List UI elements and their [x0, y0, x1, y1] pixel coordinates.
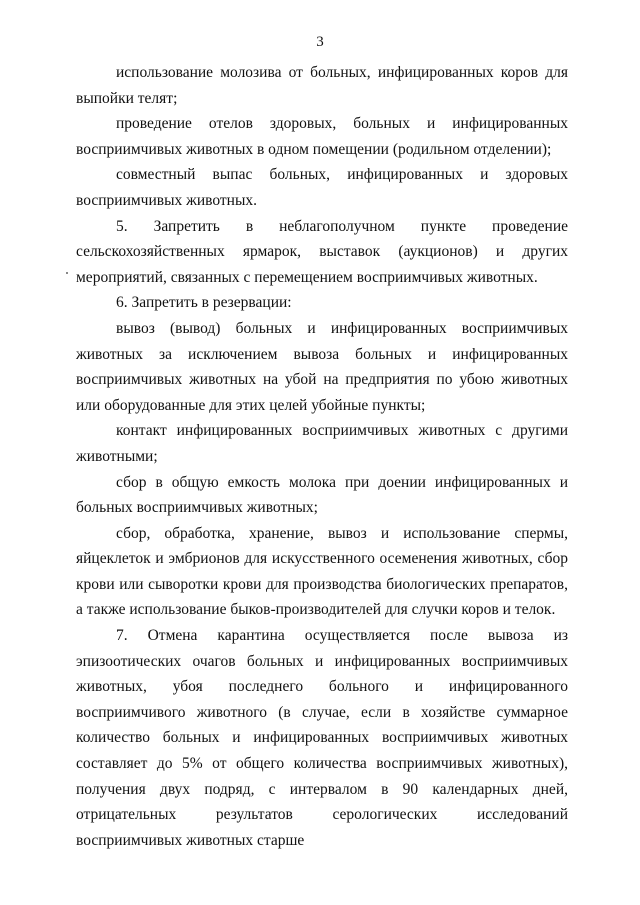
- paragraph-calving: проведение отелов здоровых, больных и инфицированных восприимчивых животных в одном помещении (родильном отделении);: [76, 115, 568, 158]
- paragraph-sperm: сбор, обработка, хранение, вывоз и использование спермы, яйцеклеток и эмбрионов для искусственного осеменения животных, сбор крови или сыворотки крови для производства биологических препаратов, а также использование быков-производителей для случки коров и телок.: [76, 524, 568, 619]
- paragraph-contact: контакт инфицированных восприимчивых животных с другими животными;: [76, 422, 568, 465]
- scan-speck: [66, 272, 68, 274]
- paragraph-milk: сбор в общую емкость молока при доении инфицированных и больных восприимчивых животных;: [76, 473, 568, 517]
- paragraph-item-7: 7. Отмена карантина осуществляется после вывоза из эпизоотических очагов больных и инфицированных восприимчивых животных, убоя последнего больного и инфицированного восприимчивого животного (в случае, если в хозяйстве суммарное количество больных и инфицированных восприимчивых животных составляет до 5% от общего количества восприимчивых животных), получения двух подряд, с интервалом в 90 календарных дней, отрицательных результатов серологических исследований восприимчивых животных старше: [76, 627, 568, 849]
- page-number: 3: [316, 34, 324, 50]
- document-body: [76, 60, 568, 853]
- paragraph-joint-grazing: совместный выпас больных, инфицированных и здоровых восприимчивых животных.: [76, 166, 568, 209]
- paragraph-item-6: 6. Запретить в резервации:: [116, 294, 292, 312]
- paragraph-item-5: 5. Запретить в неблагополучном пункте проведение сельскохозяйственных ярмарок, выставок (аукционов) и других мероприятий, связанных с перемещением восприимчивых животных.: [76, 217, 568, 286]
- paragraph-removal: вывоз (вывод) больных и инфицированных восприимчивых животных за исключением вывоза больных и инфицированных восприимчивых животных на убой на предприятия по убою животных или оборудованные для этих целей убойные пункты;: [76, 319, 568, 414]
- paragraph-colostrum: использование молозива от больных, инфицированных коров для выпойки телят;: [76, 64, 568, 107]
